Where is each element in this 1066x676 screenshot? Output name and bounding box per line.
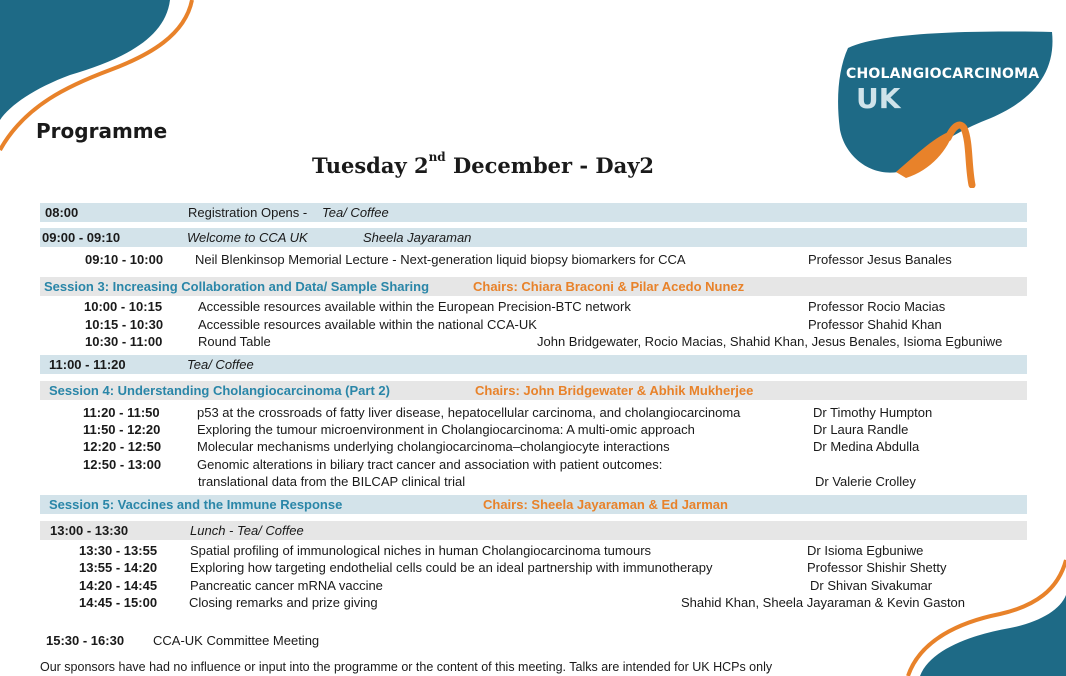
day-heading bbox=[312, 150, 655, 178]
item-title: Exploring how targeting endothelial cells could be an ideal partnership with immunotherapy bbox=[190, 560, 713, 575]
time: 12:50 - 13:00 bbox=[83, 457, 162, 472]
session-chairs: Chairs: Chiara Braconi & Pilar Acedo Nunez bbox=[473, 279, 745, 294]
time: 10:15 - 10:30 bbox=[85, 317, 164, 332]
item-note: Tea/ Coffee bbox=[322, 205, 389, 220]
speaker: Dr Shivan Sivakumar bbox=[810, 578, 933, 593]
item-title: p53 at the crossroads of fatty liver disease, hepatocellular carcinoma, and cholangiocarcinoma bbox=[197, 405, 741, 420]
date-prefix: Tuesday 2 bbox=[312, 153, 429, 178]
time: 12:20 - 12:50 bbox=[83, 439, 162, 454]
session-title: Session 5: Vaccines and the Immune Response bbox=[49, 497, 343, 512]
session-title: Session 4: Understanding Cholangiocarcinoma (Part 2) bbox=[49, 383, 390, 398]
item-title: Closing remarks and prize giving bbox=[189, 595, 378, 610]
item-title: Welcome to CCA UK bbox=[187, 230, 308, 245]
speaker: Dr Medina Abdulla bbox=[813, 439, 920, 454]
item-title: Accessible resources available within the European Precision-BTC network bbox=[198, 299, 631, 314]
date-suffix-ordinal: nd bbox=[428, 150, 446, 164]
time: 08:00 bbox=[45, 205, 79, 220]
item-title: Genomic alterations in biliary tract cancer and association with patient outcomes: bbox=[197, 457, 663, 472]
speaker: Dr Valerie Crolley bbox=[815, 474, 916, 489]
time: 14:45 - 15:00 bbox=[79, 595, 158, 610]
item-title: Molecular mechanisms underlying cholangiocarcinoma–cholangiocyte interactions bbox=[197, 439, 670, 454]
speaker: Professor Rocio Macias bbox=[808, 299, 946, 314]
speaker: Professor Shahid Khan bbox=[808, 317, 942, 332]
item-title: Pancreatic cancer mRNA vaccine bbox=[190, 578, 383, 593]
speaker: Dr Timothy Humpton bbox=[813, 405, 933, 420]
time: 11:20 - 11:50 bbox=[83, 405, 160, 420]
session-chairs: Chairs: John Bridgewater & Abhik Mukherjee bbox=[475, 383, 754, 398]
time: 10:00 - 10:15 bbox=[84, 299, 163, 314]
item-title: Registration Opens - bbox=[188, 205, 308, 220]
item-title: Tea/ Coffee bbox=[187, 357, 254, 372]
item-title: Accessible resources available within the national CCA-UK bbox=[198, 317, 537, 332]
time: 13:55 - 14:20 bbox=[79, 560, 158, 575]
speaker: Shahid Khan, Sheela Jayaraman & Kevin Gaston bbox=[681, 595, 966, 610]
time: 09:10 - 10:00 bbox=[85, 252, 164, 267]
speaker: Dr Laura Randle bbox=[813, 422, 909, 437]
date-suffix: December - Day2 bbox=[445, 153, 655, 178]
time: 09:00 - 09:10 bbox=[42, 230, 121, 245]
session-chairs: Chairs: Sheela Jayaraman & Ed Jarman bbox=[483, 497, 728, 512]
page-title: Programme bbox=[36, 119, 168, 143]
item-title: Spatial profiling of immunological niches in human Cholangiocarcinoma tumours bbox=[190, 543, 652, 558]
time: 13:00 - 13:30 bbox=[50, 523, 129, 538]
speaker: Professor Jesus Banales bbox=[808, 252, 952, 267]
speaker: Dr Isioma Egbuniwe bbox=[807, 543, 924, 558]
speaker: John Bridgewater, Rocio Macias, Shahid Khan, Jesus Benales, Isioma Egbuniwe bbox=[537, 334, 1003, 349]
time: 10:30 - 11:00 bbox=[85, 334, 163, 349]
sponsor-disclaimer: Our sponsors have had no influence or input into the programme or the content of this meeting. Talks are intended for UK HCPs only bbox=[40, 660, 773, 674]
logo-wordmark: CHOLANGIOCARCINOMA bbox=[846, 66, 1040, 82]
session-title: Session 3: Increasing Collaboration and Data/ Sample Sharing bbox=[44, 279, 430, 294]
logo-uk: UK bbox=[856, 82, 901, 115]
time: 13:30 - 13:55 bbox=[79, 543, 158, 558]
speaker: Professor Shishir Shetty bbox=[807, 560, 947, 575]
row-band bbox=[40, 521, 1027, 540]
item-title: Lunch - Tea/ Coffee bbox=[190, 523, 304, 538]
time: 11:50 - 12:20 bbox=[83, 422, 161, 437]
time: 15:30 - 16:30 bbox=[46, 633, 125, 648]
time: 11:00 - 11:20 bbox=[49, 357, 126, 372]
item-title: CCA-UK Committee Meeting bbox=[153, 633, 320, 648]
item-title: Exploring the tumour microenvironment in Cholangiocarcinoma: A multi-omic approach bbox=[197, 422, 695, 437]
item-title: Round Table bbox=[198, 334, 271, 349]
item-title-continued: translational data from the BILCAP clinical trial bbox=[198, 474, 466, 489]
time: 14:20 - 14:45 bbox=[79, 578, 158, 593]
speaker: Sheela Jayaraman bbox=[363, 230, 472, 245]
item-title: Neil Blenkinsop Memorial Lecture - Next-generation liquid biopsy biomarkers for CCA bbox=[195, 252, 686, 267]
